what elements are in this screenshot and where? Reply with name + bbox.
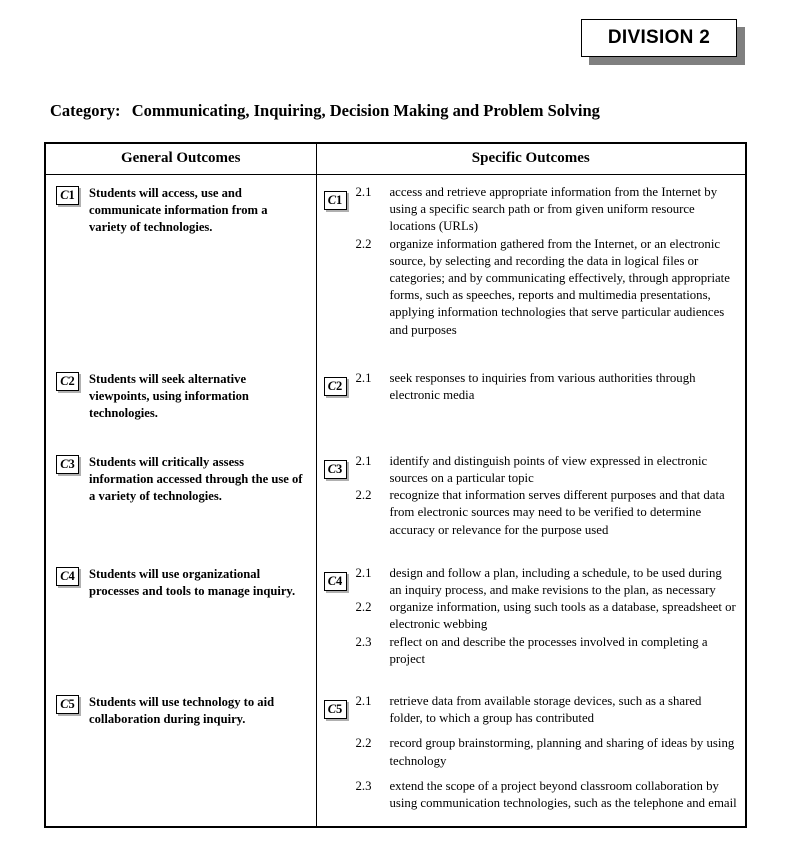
badge-letter: C	[327, 574, 337, 589]
division-banner-box	[581, 19, 737, 57]
badge-letter: C	[60, 569, 69, 584]
list-item	[356, 735, 738, 769]
badge-number: 4	[68, 569, 75, 584]
badge-number: 3	[68, 457, 75, 472]
general-outcome-cell-c5	[46, 684, 316, 826]
list-item	[356, 693, 738, 727]
outcome-code-badge-c1	[56, 186, 79, 205]
column-header-general-outcomes: General Outcomes	[46, 144, 316, 175]
badge-number: 2	[68, 374, 75, 389]
division-banner-label: DIVISION 2	[607, 27, 711, 48]
outcome-number: 2.2	[355, 736, 372, 751]
outcome-number: 2.1	[355, 694, 372, 709]
table-row	[46, 444, 745, 556]
specific-outcome-list	[356, 565, 738, 668]
list-item	[356, 370, 738, 404]
outcome-text: identify and distinguish points of view expressed in electronic sources on a particular topic	[389, 453, 708, 486]
outcome-number: 2.2	[355, 236, 372, 251]
category-text: Communicating, Inquiring, Decision Making and Problem Solving	[131, 101, 600, 120]
table-header-row	[46, 144, 745, 175]
outcome-text: recognize that information serves different purposes and that data from electronic sources may need to be verified to determine accuracy or relevance for the purpose used	[389, 488, 725, 537]
badge-letter: C	[60, 188, 69, 203]
list-item	[356, 184, 738, 236]
general-outcome-text: Students will access, use and communicate information from a variety of technologies.	[89, 186, 268, 234]
specific-outcome-cell-c1	[316, 175, 745, 361]
outcome-code-badge-c4-specific	[324, 572, 347, 591]
badge-number: 2	[336, 379, 343, 394]
division-banner	[581, 19, 737, 57]
outcome-number: 2.1	[355, 453, 372, 468]
specific-outcome-cell-c3	[316, 444, 745, 556]
outcome-number: 2.1	[355, 185, 372, 199]
specific-outcome-list	[356, 370, 738, 404]
general-outcome-cell-c2	[46, 361, 316, 444]
general-outcome-text: Students will use organizational processes and tools to manage inquiry.	[89, 566, 296, 598]
specific-outcome-list	[356, 453, 738, 539]
outcome-number: 2.1	[355, 565, 372, 580]
badge-number: 5	[336, 702, 343, 717]
badge-letter: C	[60, 697, 69, 712]
list-item	[356, 778, 738, 812]
page-title	[50, 101, 600, 121]
outcome-code-badge-c5-specific	[324, 700, 347, 719]
outcome-code-badge-c2-specific	[324, 377, 347, 396]
list-item	[356, 565, 738, 599]
outcome-number: 2.3	[355, 778, 372, 793]
outcome-code-badge-c2	[56, 372, 79, 391]
specific-outcome-list	[356, 184, 738, 339]
badge-letter: C	[327, 379, 337, 394]
general-outcome-text: Students will critically assess information accessed through the use of a variety of technologies.	[89, 454, 303, 503]
table-row	[46, 175, 745, 361]
list-item	[356, 599, 738, 633]
general-outcome-cell-c4	[46, 556, 316, 684]
outcome-text: seek responses to inquiries from various authorities through electronic media	[389, 370, 696, 403]
outcome-code-badge-c3-specific	[324, 460, 347, 479]
specific-outcome-cell-c4	[316, 556, 745, 684]
badge-number: 3	[336, 462, 343, 477]
list-item	[356, 487, 738, 539]
general-outcome-cell-c3	[46, 444, 316, 556]
table-row	[46, 361, 745, 444]
badge-letter: C	[327, 462, 337, 477]
general-outcome-text: Students will seek alternative viewpoints, using information technologies.	[89, 371, 249, 420]
outcome-text: access and retrieve appropriate information from the Internet by using a specific search path or from given uniform resource locations (URLs)	[389, 185, 718, 234]
specific-outcome-cell-c2	[316, 361, 745, 444]
outcome-text: reflect on and describe the processes involved in completing a project	[389, 634, 708, 666]
outcome-number: 2.2	[355, 600, 372, 615]
outcome-text: organize information, using such tools as a database, spreadsheet or electronic webbing	[389, 600, 736, 632]
badge-letter: C	[327, 193, 337, 208]
outcome-number: 2.3	[355, 634, 372, 649]
outcome-code-badge-c3	[56, 455, 79, 474]
badge-number: 1	[68, 188, 75, 203]
badge-number: 4	[336, 574, 343, 589]
general-outcome-text: Students will use technology to aid collaboration during inquiry.	[89, 695, 275, 727]
general-outcome-cell-c1	[46, 175, 316, 361]
badge-number: 5	[68, 697, 75, 712]
outcome-number: 2.1	[355, 370, 372, 385]
badge-letter: C	[60, 374, 69, 389]
outcome-text: record group brainstorming, planning and sharing of ideas by using technology	[389, 736, 735, 768]
outcome-text: extend the scope of a project beyond classroom collaboration by using communication technologies, such as the telephone and email	[389, 778, 737, 811]
outcome-number: 2.2	[355, 488, 372, 503]
outcome-code-badge-c4	[56, 567, 79, 586]
badge-number: 1	[336, 193, 343, 208]
outcome-text: retrieve data from available storage devices, such as a shared folder, to which a group has contributed	[389, 694, 702, 726]
category-label: Category:	[50, 101, 121, 120]
list-item	[356, 236, 738, 339]
list-item	[356, 453, 738, 487]
badge-letter: C	[60, 457, 69, 472]
outcome-text: organize information gathered from the Internet, or an electronic source, by selecting and recording the data in logical files or categories; and by communicating effectively, through appropriate forms, such as speeches, reports and multimedia presentations, applying information technologies that serve particular audiences and purposes	[389, 236, 730, 337]
table-row	[46, 556, 745, 684]
outcomes-table	[44, 142, 747, 828]
column-header-specific-outcomes: Specific Outcomes	[316, 144, 745, 175]
specific-outcome-list	[356, 693, 738, 812]
list-item	[356, 634, 738, 668]
outcome-code-badge-c5	[56, 695, 79, 714]
table-row	[46, 684, 745, 826]
specific-outcome-cell-c5	[316, 684, 745, 826]
badge-letter: C	[327, 702, 337, 717]
outcome-text: design and follow a plan, including a schedule, to be used during an inquiry process, and make revisions to the plan, as necessary	[389, 565, 722, 598]
outcome-code-badge-c1-specific	[324, 191, 347, 210]
